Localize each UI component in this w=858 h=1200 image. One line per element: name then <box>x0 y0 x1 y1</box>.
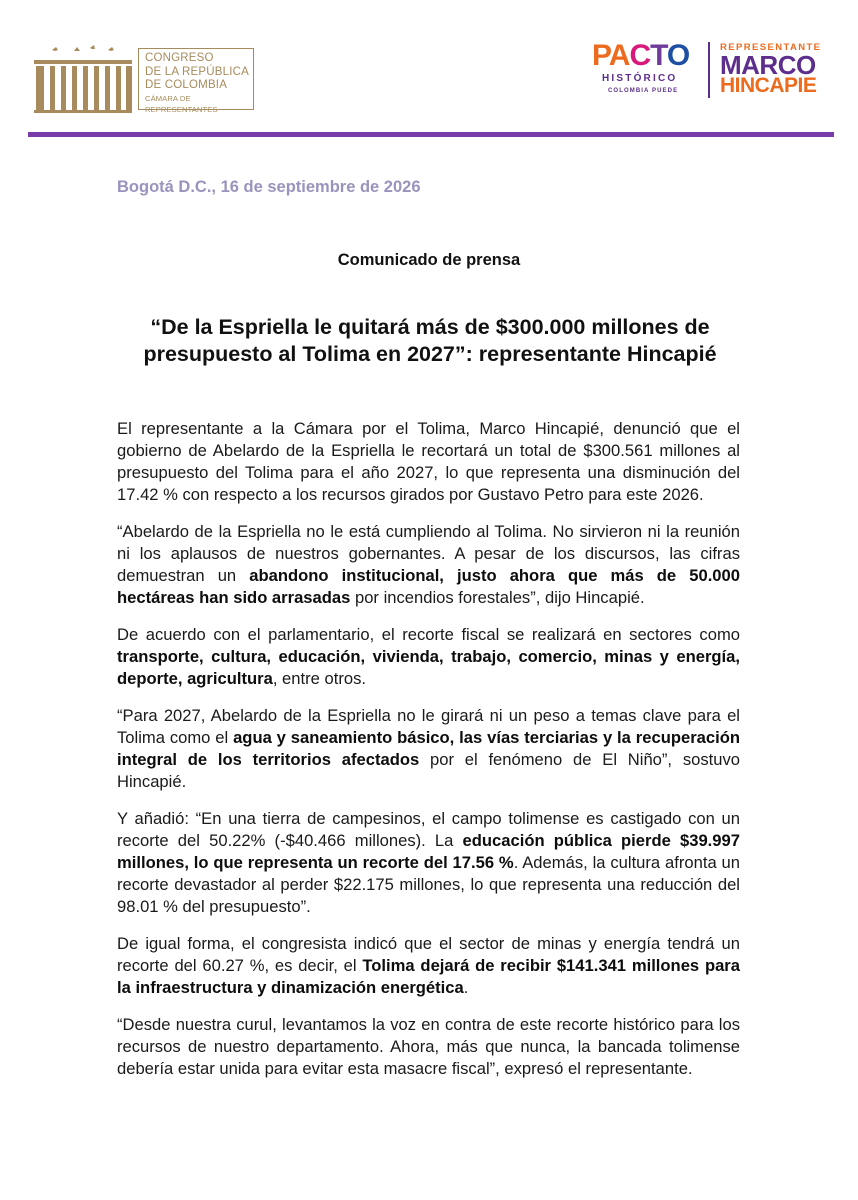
pacto-part-2: C <box>629 39 651 72</box>
rep-label: REPRESENTANTE <box>720 42 822 53</box>
emphasis-text: transporte, cultura, educación, vivienda, trabajo, comercio, minas y energía, deporte, agricultura <box>117 647 740 688</box>
body-text: . <box>463 978 469 997</box>
pacto-wordmark <box>592 40 689 72</box>
paragraph-1 <box>117 418 740 506</box>
pacto-part-4: O <box>666 39 690 72</box>
body-text: De acuerdo con el parlamentario, el recorte fiscal se realizará en sectores como <box>117 625 740 644</box>
pacto-sub: HISTÓRICO <box>602 73 678 84</box>
logo-divider <box>708 42 710 98</box>
body-text: El representante a la Cámara por el Tolima, Marco Hincapié, denunció que el gobierno de Abelardo de la Espriella le recortará un total de $300.561 millones al presupuesto del Tolima para el año 2027, lo que representa una disminución del 17.42 % con respecto a los recursos girados por Gustavo Petro para este 2026. <box>117 419 740 504</box>
body-text: Y añadió: “En una tierra de campesinos, el campo tolimense es castigado con un recorte del 50.22% (-$40.466 millones). La <box>117 809 740 850</box>
congreso-logo <box>28 44 256 114</box>
body-text: , entre otros. <box>272 669 366 688</box>
pacto-historico-logo <box>588 40 838 102</box>
pacto-part-1: PA <box>592 39 630 72</box>
paragraph-2 <box>117 521 740 609</box>
body-text: “Para 2027, Abelardo de la Espriella no le girará ni un peso a temas clave para el Tolima como el <box>117 706 740 747</box>
emphasis-text: educación pública pierde $39.997 millones, lo que representa un recorte del 17.56 % <box>117 831 740 872</box>
paragraph-7 <box>117 1014 740 1080</box>
body-text: . Además, la cultura afronta un recorte devastador al perder $22.175 millones, lo que representa una reducción del 98.01 % del presupuesto”. <box>117 853 740 916</box>
body-text: “Desde nuestra curul, levantamos la voz en contra de este recorte histórico para los recursos de nuestro departamento. Ahora, más que nunca, la bancada tolimense debería estar unida para evitar esta masacre fiscal”, expresó el representante. <box>117 1015 740 1078</box>
headline: “De la Espriella le quitará más de $300.000 millones de presupuesto al Tolima en 2027”: representante Hincapié <box>143 315 717 366</box>
pacto-part-3: T <box>650 39 667 72</box>
emphasis-text: abandono institucional, justo ahora que más de 50.000 hectáreas han sido arrasadas <box>117 566 740 607</box>
congreso-line2: DE LA REPÚBLICA <box>145 65 249 78</box>
congreso-line4: CÁMARA DE REPRESENTANTES <box>145 93 218 114</box>
rep-first-name: MARCO <box>720 50 816 80</box>
emphasis-text: Tolima dejará de recibir $141.341 millones para la infraestructura y dinamización energética <box>117 956 740 997</box>
body-text: “Abelardo de la Espriella no le está cumpliendo al Tolima. No sirvieron ni la reunión ni los aplausos de nuestros gobernantes. A pesar de los discursos, las cifras demuestran un <box>117 522 740 585</box>
body-text: De igual forma, el congresista indicó que el sector de minas y energía tendrá un recorte del 60.27 %, es decir, el <box>117 934 740 975</box>
congreso-line3: DE COLOMBIA <box>145 79 228 91</box>
paragraph-3 <box>117 624 740 690</box>
header-divider <box>28 132 834 137</box>
rep-last-name: HINCAPIE <box>720 74 817 97</box>
pacto-tagline: COLOMBIA PUEDE <box>608 88 679 94</box>
paragraph-4 <box>117 705 740 793</box>
document-kicker: Comunicado de prensa <box>337 251 521 269</box>
page-header <box>0 0 858 140</box>
capitol-emblem-icon <box>28 44 138 114</box>
congreso-line1: CONGRESO <box>145 52 214 64</box>
paragraph-5 <box>117 808 740 918</box>
congreso-logo-text <box>138 48 254 114</box>
article-body <box>117 418 740 1095</box>
dateline: Bogotá D.C., 16 de septiembre de 2026 <box>117 178 421 196</box>
paragraph-6 <box>117 933 740 999</box>
body-text: por incendios forestales”, dijo Hincapié. <box>350 588 645 607</box>
body-text: por el fenómeno de El Niño”, sostuvo Hincapié. <box>117 750 740 791</box>
emphasis-text: agua y saneamiento básico, las vías terciarias y la recuperación integral de los territorios afectados <box>117 728 740 769</box>
